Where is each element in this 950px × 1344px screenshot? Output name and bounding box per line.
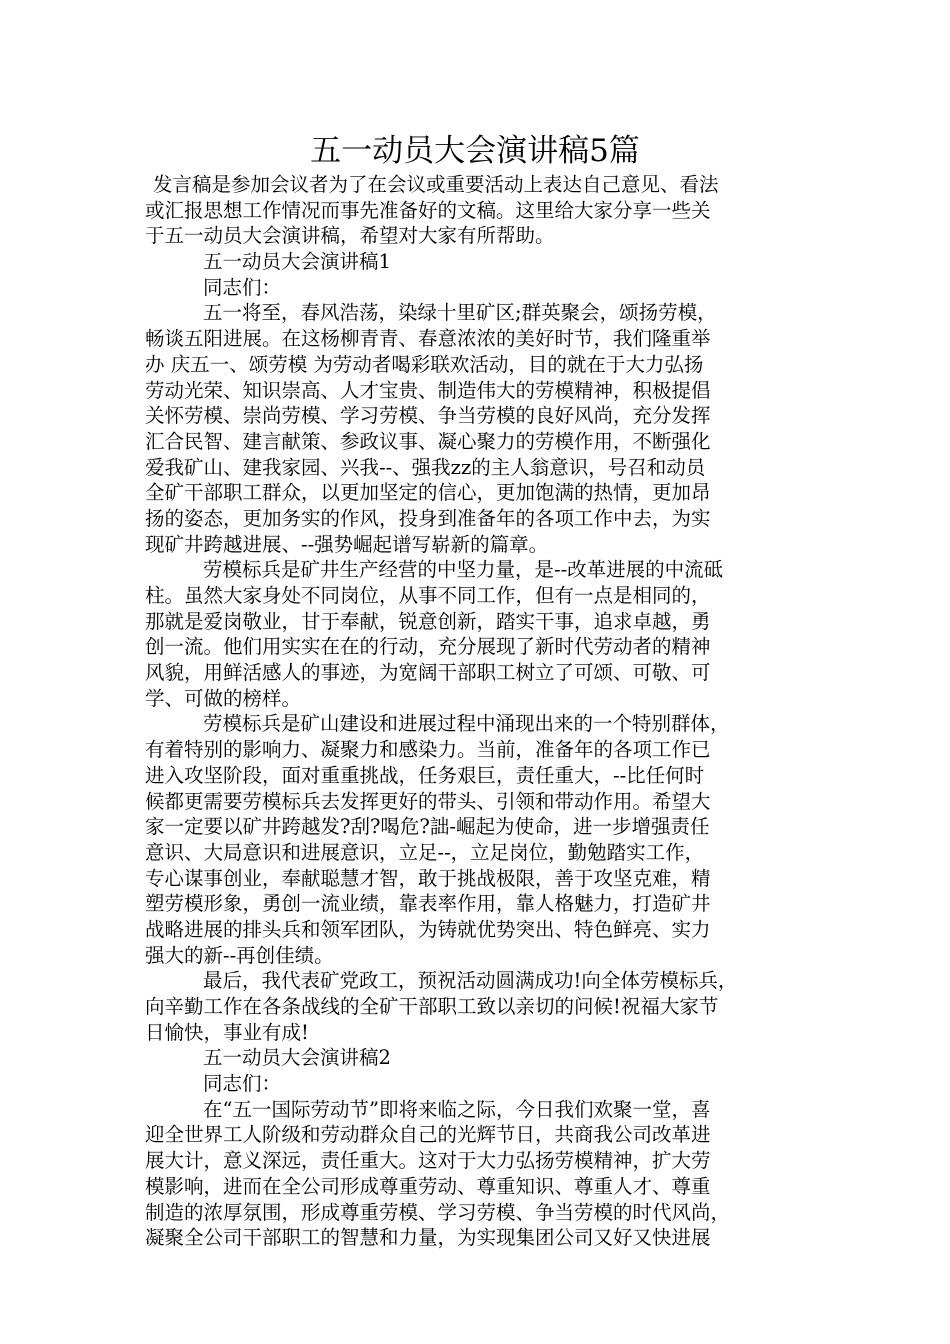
text-line: 向辛勤工作在各条战线的全矿干部职工致以亲切的问候!祝福大家节 bbox=[145, 995, 719, 1018]
text-line: 扬的姿态，更加务实的作风，投身到准备年的各项工作中去，为实 bbox=[145, 506, 711, 530]
text-line: 那就是爱岗敬业，甘于奉献，锐意创新，踏实干事，追求卓越，勇 bbox=[145, 609, 711, 633]
text-line: 劳动光荣、知识崇高、人才宝贵、制造伟大的劳模精神，积极提倡 bbox=[145, 378, 711, 402]
text-line: 发言稿是参加会议者为了在会议或重要活动上表达自己意见、看法 bbox=[153, 173, 719, 196]
text-line: 五一动员大会演讲稿2 bbox=[203, 1046, 391, 1070]
text-line: 全矿干部职工群众，以更加坚定的信心，更加饱满的热情，更加昂 bbox=[145, 481, 711, 505]
text-line: 爱我矿山、建我家园、兴我--、强我zz的主人翁意识，号召和动员 bbox=[145, 455, 706, 479]
text-line: 五一动员大会演讲稿1 bbox=[203, 250, 391, 274]
text-line: 畅谈五阳进展。在这杨柳青青、春意浓浓的美好时节，我们隆重举 bbox=[145, 327, 711, 351]
text-line: 在“五一国际劳动节”即将来临之际，今日我们欢聚一堂，喜 bbox=[203, 1097, 711, 1121]
text-line: 最后，我代表矿党政工，预祝活动圆满成功!向全体劳模标兵， bbox=[203, 969, 738, 993]
text-line: 有着特别的影响力、凝聚力和感染力。当前，准备年的各项工作已 bbox=[145, 738, 711, 762]
text-line: 塑劳模形象，勇创一流业绩，靠表率作用，靠人格魅力，打造矿井 bbox=[145, 892, 711, 916]
text-line: 风貌，用鲜活感人的事迹，为宽阔干部职工树立了可颂、可敬、可 bbox=[145, 661, 711, 685]
text-line: 办 庆五一、颂劳模 为劳动者喝彩联欢活动，目的就在于大力弘扬 bbox=[145, 352, 704, 376]
text-line: 创一流。他们用实实在在的行动，充分展现了新时代劳动者的精神 bbox=[145, 635, 711, 659]
text-line: 进入攻坚阶段，面对重重挑战，任务艰巨，责任重大，--比任何时 bbox=[145, 763, 705, 787]
text-line: 五一将至，春风浩荡，染绿十里矿区;群英聚会，颂扬劳模， bbox=[203, 301, 717, 325]
text-line: 专心谋事创业，奉献聪慧才智，敢于挑战极限，善于攻坚克难，精 bbox=[145, 866, 711, 890]
text-line: 汇合民智、建言献策、参政议事、凝心聚力的劳模作用，不断强化 bbox=[145, 429, 711, 453]
text-line: 同志们： bbox=[203, 1072, 282, 1096]
text-line: 意识、大局意识和进展意识，立足--，立足岗位，勤勉踏实工作， bbox=[145, 840, 705, 864]
text-line: 强大的新--再创佳绩。 bbox=[145, 943, 334, 967]
text-line: 现矿井跨越进展、--强势崛起谱写崭新的篇章。 bbox=[145, 532, 549, 556]
text-line: 候都更需要劳模标兵去发挥更好的带头、引领和带动作用。希望大 bbox=[145, 789, 711, 813]
text-line: 学、可做的榜样。 bbox=[145, 686, 302, 710]
text-line: 同志们： bbox=[203, 275, 282, 299]
text-line: 关怀劳模、崇尚劳模、学习劳模、争当劳模的良好风尚，充分发挥 bbox=[145, 404, 711, 428]
text-line: 柱。虽然大家身处不同岗位，从事不同工作，但有一点是相同的， bbox=[145, 584, 711, 607]
text-line: 日愉快，事业有成! bbox=[145, 1020, 309, 1044]
text-line: 劳模标兵是矿山建设和进展过程中涌现出来的一个特别群体， bbox=[203, 712, 730, 736]
text-line: 制造的浓厚氛围，形成尊重劳模、学习劳模、争当劳模的时代风尚， bbox=[145, 1200, 731, 1224]
text-line: 凝聚全公司干部职工的智慧和力量，为实现集团公司又好又快进展 bbox=[145, 1226, 711, 1250]
text-line: 迎全世界工人阶级和劳动群众自己的光辉节日，共商我公司改革进 bbox=[145, 1123, 711, 1147]
text-line: 展大计，意义深远，责任重大。这对于大力弘扬劳模精神，扩大劳 bbox=[145, 1149, 711, 1173]
text-line: 或汇报思想工作情况而事先准备好的文稿。这里给大家分享一些关 bbox=[145, 198, 711, 222]
document-body bbox=[145, 172, 810, 1251]
document-title: 五一动员大会演讲稿5篇 bbox=[310, 133, 640, 169]
text-line: 模影响，进而在全公司形成尊重劳动、尊重知识、尊重人才、尊重 bbox=[145, 1174, 711, 1198]
text-line: 劳模标兵是矿井生产经营的中坚力量，是--改革进展的中流砥 bbox=[203, 558, 724, 582]
text-line: 战略进展的排头兵和领军团队，为铸就优势突出、特色鲜亮、实力 bbox=[145, 917, 711, 941]
text-line: 于五一动员大会演讲稿，希望对大家有所帮助。 bbox=[145, 224, 555, 248]
text-line: 家一定要以矿井跨越发?刮?喝危?詘-崛起为使命，进一步增强责任 bbox=[145, 815, 710, 839]
